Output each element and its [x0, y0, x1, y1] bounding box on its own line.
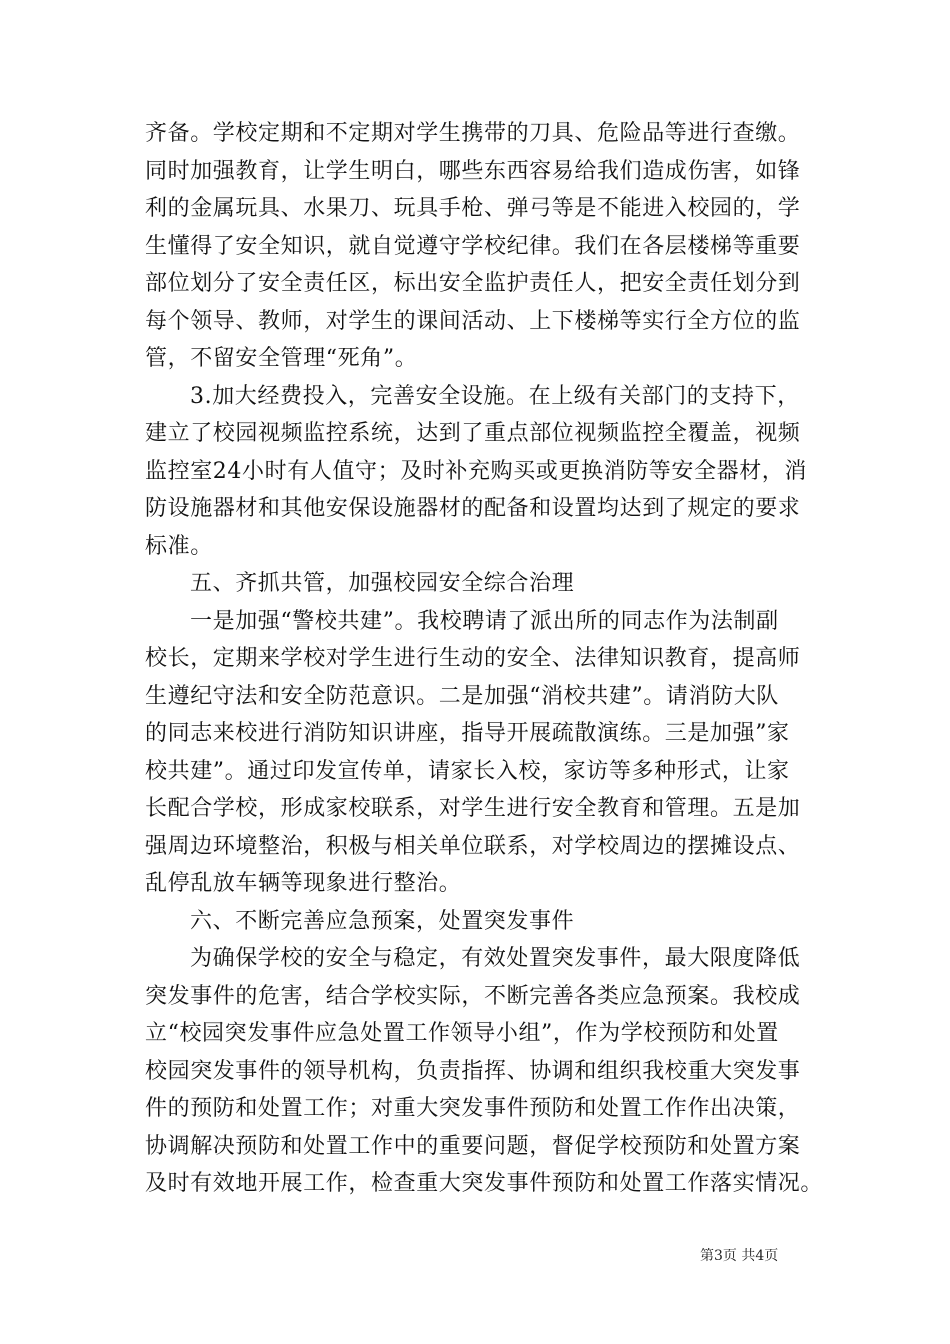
text-line: 建立了校园视频监控系统，达到了重点部位视频监控全覆盖，视频: [145, 421, 801, 446]
text-line: 生懂得了安全知识，就自觉遵守学校纪律。我们在各层楼梯等重要: [145, 233, 801, 259]
text-line: 生遵纪守法和安全防范意识。二是加强“消校共建”。请消防大队: [145, 683, 779, 709]
text-line: 立“校园突发事件应急处置工作领导小组”，作为学校预防和处置: [145, 1021, 779, 1046]
text-line: 件的预防和处置工作；对重大突发事件预防和处置工作作出决策，: [145, 1096, 801, 1121]
page-number: 第3页 共4页: [700, 1248, 779, 1264]
text-line: 校共建”。通过印发宣传单，请家长入校，家访等多种形式，让家: [145, 758, 790, 784]
text-line: 利的金属玩具、水果刀、玩具手枪、弹弓等是不能进入校园的，学: [145, 196, 801, 221]
text-line: 校园突发事件的领导机构，负责指挥、协调和组织我校重大突发事: [145, 1058, 801, 1084]
text-line: 管，不留安全管理“死角”。: [145, 346, 418, 371]
text-line: 每个领导、教师，对学生的课间活动、上下楼梯等实行全方位的监: [145, 308, 801, 334]
paragraph-start-line: 一是加强“警校共建”。我校聘请了派出所的同志作为法制副: [190, 608, 779, 634]
text-line: 齐备。学校定期和不定期对学生携带的刀具、危险品等进行查缴。: [145, 121, 801, 146]
document-body: [145, 115, 824, 1203]
text-line: 校长，定期来学校对学生进行生动的安全、法律知识教育，提高师: [145, 646, 801, 671]
text-line: 的同志来校进行消防知识讲座，指导开展疏散演练。三是加强”家: [145, 721, 790, 746]
text-line: 强周边环境整治，积极与相关单位联系，对学校周边的摆摊设点、: [145, 833, 801, 859]
text-line: 长配合学校，形成家校联系，对学生进行安全教育和管理。五是加: [145, 796, 801, 821]
section-heading: 六、不断完善应急预案，处置突发事件: [190, 908, 575, 934]
text-line: 监控室24小时有人值守；及时补充购买或更换消防等安全器材，消: [145, 458, 807, 484]
text-line: 乱停乱放车辆等现象进行整治。: [145, 871, 462, 896]
text-line: 突发事件的危害，结合学校实际，不断完善各类应急预案。我校成: [145, 983, 801, 1009]
text-line: 部位划分了安全责任区，标出安全监护责任人，把安全责任划分到: [145, 271, 801, 296]
paragraph-start-line: 3.加大经费投入，完善安全设施。在上级有关部门的支持下，: [190, 383, 800, 409]
text-line: 协调解决预防和处置工作中的重要问题，督促学校预防和处置方案: [145, 1133, 801, 1159]
section-heading: 五、齐抓共管，加强校园安全综合治理: [190, 571, 575, 596]
text-line: 标准。: [145, 533, 213, 559]
text-line: 防设施器材和其他安保设施器材的配备和设置均达到了规定的要求: [145, 496, 801, 521]
text-line: 及时有效地开展工作，检查重大突发事件预防和处置工作落实情况。: [145, 1171, 824, 1196]
text-line: 同时加强教育，让学生明白，哪些东西容易给我们造成伤害，如锋: [145, 158, 801, 184]
paragraph-start-line: 为确保学校的安全与稳定，有效处置突发事件，最大限度降低: [190, 946, 801, 971]
